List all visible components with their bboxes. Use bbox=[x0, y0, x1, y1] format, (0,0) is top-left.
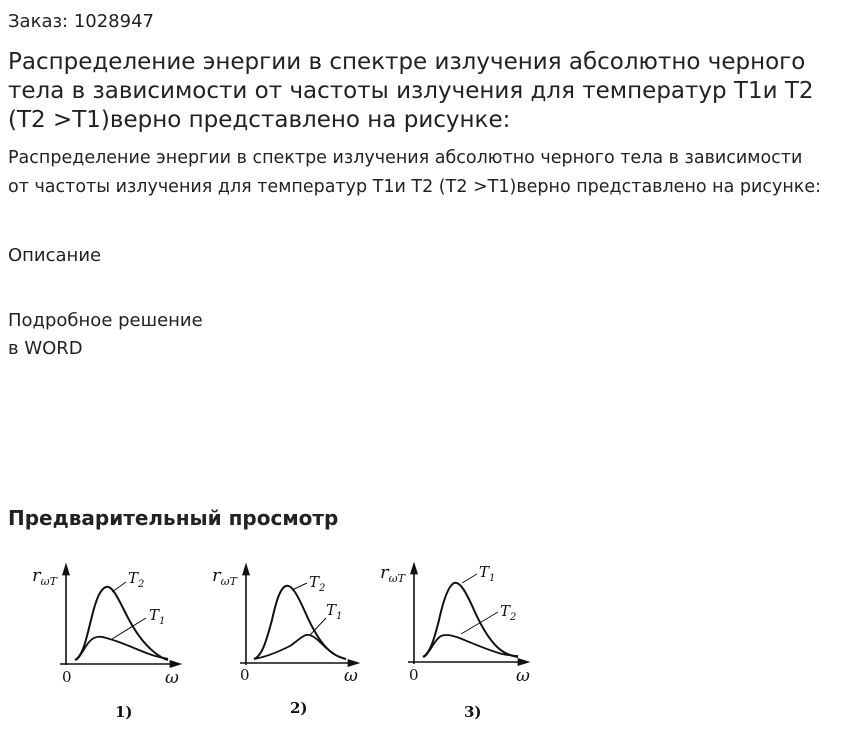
lower-curve-label: $T_1$ bbox=[149, 606, 166, 627]
order-number: Заказ: 1028947 bbox=[8, 11, 154, 32]
upper-pointer bbox=[462, 574, 477, 583]
origin-label: 0 bbox=[240, 666, 250, 684]
preview-figure-svg bbox=[28, 556, 548, 726]
solution-note bbox=[8, 307, 203, 363]
origin-label: 0 bbox=[62, 668, 72, 686]
lower-curve bbox=[76, 637, 168, 660]
preview-heading: Предварительный просмотр bbox=[8, 506, 339, 530]
x-label: ω bbox=[165, 668, 179, 688]
preview-figure bbox=[28, 556, 548, 726]
origin-label: 0 bbox=[409, 666, 419, 684]
description-label: Описание bbox=[8, 245, 102, 266]
graph-panel-3 bbox=[380, 562, 530, 721]
lower-curve bbox=[424, 635, 518, 657]
upper-curve-label: $T_2$ bbox=[309, 573, 326, 594]
y-label: $r_{\omega T}$ bbox=[212, 565, 237, 588]
y-label: $r_{\omega T}$ bbox=[380, 562, 405, 585]
x-label: ω bbox=[516, 666, 530, 686]
graph-panel-2 bbox=[212, 565, 358, 717]
upper-curve-label: $T_2$ bbox=[128, 569, 145, 590]
lower-curve bbox=[254, 635, 346, 659]
panel-caption: 3) bbox=[464, 703, 482, 721]
solution-line-1: Подробное решение bbox=[8, 310, 203, 331]
upper-pointer bbox=[112, 582, 126, 592]
graph-panel-1 bbox=[32, 565, 179, 721]
upper-curve bbox=[254, 586, 346, 659]
task-description: Распределение энергии в спектре излучения абсолютно черного тела в зависимости от частоты излучения для температур Т1и Т2 (Т2 >Т1)верно представлено на рисунке: bbox=[8, 148, 822, 197]
upper-curve-label: $T_1$ bbox=[479, 563, 496, 584]
lower-curve-label: $T_1$ bbox=[326, 601, 343, 622]
page-title: Распределение энергии в спектре излучения абсолютно черного тела в зависимости от частоты излучения для температур Т1и Т2 (Т2 >Т1)верно представлено на рисунке: bbox=[8, 49, 814, 133]
upper-pointer bbox=[292, 583, 307, 590]
solution-line-2: в WORD bbox=[8, 338, 83, 359]
x-label: ω bbox=[344, 666, 358, 686]
y-label: $r_{\omega T}$ bbox=[32, 565, 57, 588]
panel-caption: 1) bbox=[115, 703, 133, 721]
panel-caption: 2) bbox=[290, 699, 308, 717]
lower-pointer bbox=[461, 612, 498, 634]
lower-curve-label: $T_2$ bbox=[500, 602, 517, 623]
